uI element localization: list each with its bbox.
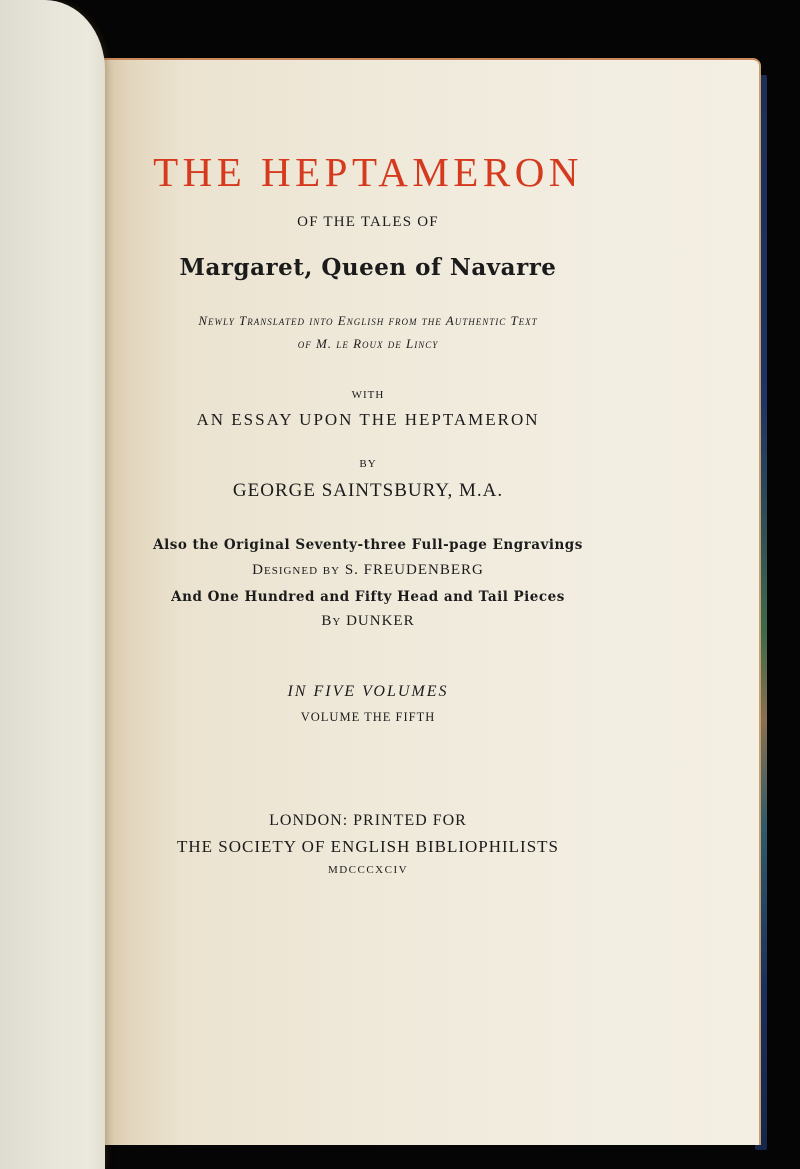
- imprint-line2: THE SOCIETY OF ENGLISH BIBLIOPHILISTS: [176, 837, 560, 856]
- volumes-note: IN FIVE VOLUMES: [287, 683, 449, 700]
- left-page: [0, 0, 105, 1169]
- essayist-name: GEORGE SAINTSBURY, M.A.: [232, 480, 504, 501]
- by-label: BY: [359, 458, 377, 470]
- volume-number: VOLUME THE FIFTH: [300, 710, 436, 724]
- imprint-line1: LONDON: PRINTED FOR: [269, 812, 467, 829]
- author-name: Margaret, Queen of Navarre: [179, 254, 557, 281]
- designer-line: Designed by S. FREUDENBERG: [252, 562, 484, 578]
- translation-note-line1: Newly Translated into English from the Authentic Text: [198, 313, 538, 328]
- book-title: THE HEPTAMERON: [153, 149, 583, 195]
- pieces-artist-line: By DUNKER: [321, 613, 415, 629]
- publication-year: MDCCCXCIV: [327, 864, 409, 876]
- subtitle-prefix: OF THE TALES OF: [297, 214, 439, 230]
- engravings-line: Also the Original Seventy-three Full-page Engravings: [153, 537, 583, 553]
- essay-title: AN ESSAY UPON THE HEPTAMERON: [196, 410, 540, 429]
- translation-note-line2: of M. le Roux de Lincy: [297, 336, 439, 351]
- with-label: WITH: [351, 389, 385, 401]
- pieces-line: And One Hundred and Fifty Head and Tail Pieces: [171, 589, 565, 605]
